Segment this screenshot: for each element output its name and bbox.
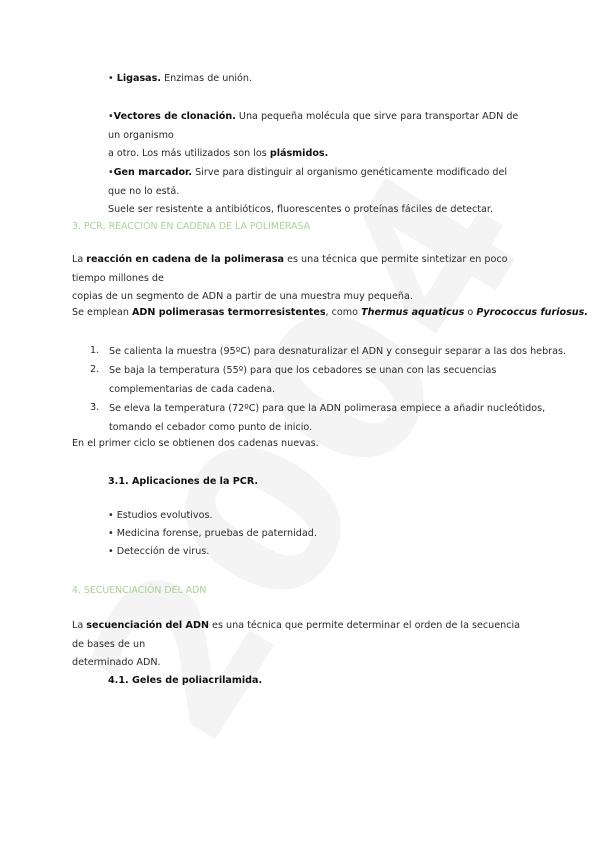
gen-desc-2: Suele ser resistente a antibióticos, fluorescentes o proteínas fáciles de detectar. [108,204,494,215]
gen-marcador-item: •Gen marcador. Sirve para distinguir al organismo genéticamente modificado del que no lo está. Suele ser resistente a antibióticos, fluorescentes o proteínas fáciles de detectar. [108,167,508,215]
ciclo-text: En el primer ciclo se obtienen dos cadenas nuevas. [72,438,319,449]
bullet: • [108,73,117,84]
pcr-term: reacción en cadena de la polimerasa [86,254,285,265]
section-4-title: 4. SECUENCIACIÓN DEL ADN [72,585,207,596]
species-1: Thermus aquaticus [361,307,465,318]
step-text: Se calienta la muestra (95ºC) para desnaturalizar el ADN y conseguir separar a las dos hebras. [109,346,567,357]
vectores-item: •Vectores de clonación. Una pequeña molécula que sirve para transportar ADN de un organismo a otro. Los más utilizados son los plásmidos. [108,111,519,159]
step-text-cont: tomando el cebador como punto de inicio. [109,422,313,433]
section-3-title: 3. PCR, REACCIÓN EN CADENA DE LA POLIMERASA [72,221,311,232]
subsection-4-1-title: 4.1. Geles de poliacrilamida. [108,675,263,686]
vectores-desc-2: a otro. Los más utilizados son los [108,148,267,159]
gen-desc-1: Sirve para distinguir al organismo genéticamente modificado del que no lo está. [108,167,508,197]
vectores-desc-1: Una pequeña molécula que sirve para transportar ADN de un organismo [108,111,519,141]
step-text: Se eleva la temperatura (72ºC) para que la ADN polimerasa empiece a añadir nucleótidos, [109,403,546,414]
plasmidos-term: plásmidos. [269,148,329,159]
ligasas-desc: Enzimas de unión. [164,73,253,84]
list-item: • Medicina forense, pruebas de paternidad. [108,528,317,539]
step-text-cont: complementarias de cada cadena. [109,384,276,395]
vectores-term: Vectores de clonación. [113,111,236,122]
secuenciacion-term: secuenciación del ADN [86,620,209,631]
polimerasas-term: ADN polimerasas termorresistentes [131,307,326,318]
step-number: 1. [90,345,100,356]
step-number: 3. [90,402,100,413]
polimerasas-paragraph: Se emplean ADN polimerasas termorresistentes, como Thermus aquaticus o Pyrococcus furiosus. [72,307,588,318]
subsection-3-1-title: 3.1. Aplicaciones de la PCR. [108,476,259,487]
step-text: Se baja la temperatura (55º) para que los cebadores se unan con las secuencias [109,365,497,376]
gen-term: Gen marcador. [113,167,193,178]
list-item: • Detección de virus. [108,546,210,557]
pcr-intro: La reacción en cadena de la polimerasa es una técnica que permite sintetizar en poco tiempo millones de copias de un segmento de ADN a partir de una muestra muy pequeña. [72,254,508,302]
list-item: • Estudios evolutivos. [108,510,213,521]
ligasas-term: Ligasas. [116,73,162,84]
ligasas-item [108,73,252,84]
species-2: Pyrococcus furiosus. [476,307,588,318]
secuenciacion-paragraph: La secuenciación del ADN es una técnica que permite determinar el orden de la secuencia de bases de un determinado ADN. [72,620,521,668]
step-number: 2. [90,364,100,375]
